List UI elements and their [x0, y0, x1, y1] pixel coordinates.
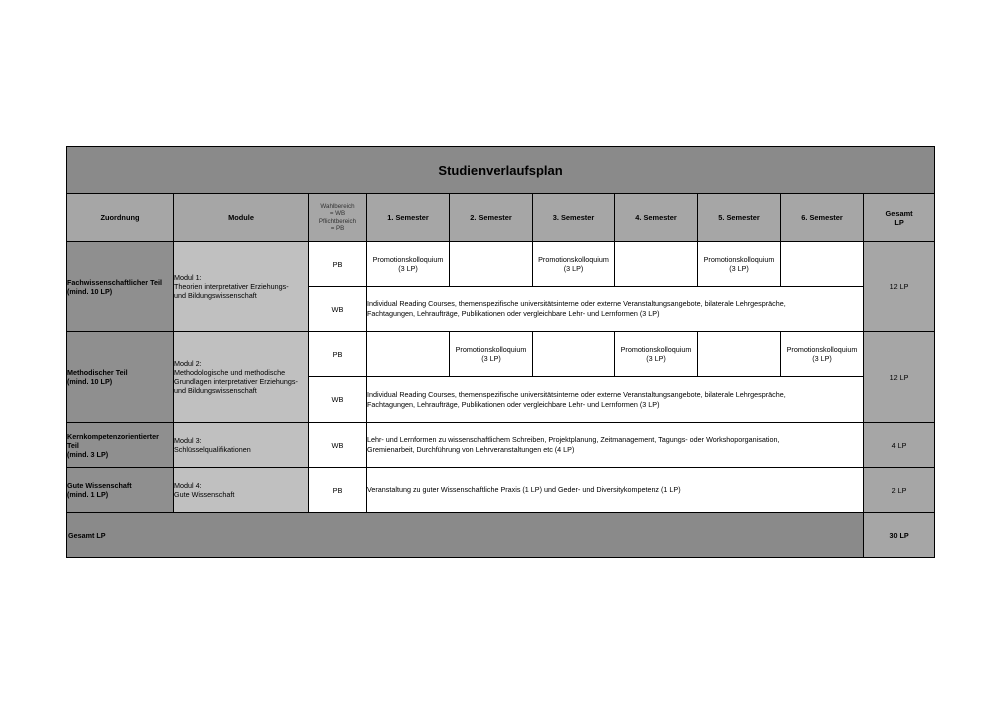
kolloquium-sem2: Promotionskolloquium (3 LP)	[450, 332, 533, 377]
empty-sem6	[781, 242, 864, 287]
code-wb: WB	[309, 377, 367, 423]
empty-sem3	[533, 332, 615, 377]
text-gute: Veranstaltung zu guter Wissenschaftliche Praxis (1 LP) und Geder- und Diversitykompetenz (1 LP)	[367, 468, 864, 513]
kolloquium-sem5: Promotionskolloquium (3 LP)	[698, 242, 781, 287]
modul-3: Modul 3: Schlüsselqualifikationen	[174, 423, 309, 468]
total-gute: 2 LP	[864, 468, 935, 513]
header-sem3: 3. Semester	[533, 194, 615, 242]
wb-text-method: Individual Reading Courses, themenspezifische universitätsinterne oder externe Veranstaltungsangebote, bilaterale Lehrgespräche, Fachtagungen, Lehraufträge, Publikationen oder vergleichbare Lehr- und Lernformen (3 LP)	[367, 377, 864, 423]
page-title: Studienverlaufsplan	[67, 147, 935, 194]
zuordnung-gute: Gute Wissenschaft (mind. 1 LP)	[67, 468, 174, 513]
zuordnung-fach: Fachwissenschaftlicher Teil (mind. 10 LP)	[67, 242, 174, 332]
header-module: Module	[174, 194, 309, 242]
header-sem1: 1. Semester	[367, 194, 450, 242]
modul-2: Modul 2: Methodologische und methodische Grundlagen interpretativer Erziehungs- und Bildungswissenschaft	[174, 332, 309, 423]
header-gesamt: Gesamt LP	[864, 194, 935, 242]
header-wahl-pflicht: Wahlbereich = WB Pflichtbereich = PB	[309, 194, 367, 242]
code-pb: PB	[309, 468, 367, 513]
total-fach: 12 LP	[864, 242, 935, 332]
text-kern: Lehr- und Lernformen zu wissenschaftlichem Schreiben, Projektplanung, Zeitmanagement, Tagungs- oder Workshoporganisation, Gremienarbeit, Durchführung von Lehrveranstaltungen etc (4 LP)	[367, 423, 864, 468]
modul-4: Modul 4: Gute Wissenschaft	[174, 468, 309, 513]
code-wb: WB	[309, 423, 367, 468]
kolloquium-sem1: Promotionskolloquium (3 LP)	[367, 242, 450, 287]
footer-label: Gesamt LP	[67, 513, 864, 558]
total-method: 12 LP	[864, 332, 935, 423]
zuordnung-kern: Kernkompetenzorientierter Teil (mind. 3 LP)	[67, 423, 174, 468]
empty-sem2	[450, 242, 533, 287]
header-zuordnung: Zuordnung	[67, 194, 174, 242]
code-wb: WB	[309, 287, 367, 332]
code-pb: PB	[309, 332, 367, 377]
header-sem4: 4. Semester	[615, 194, 698, 242]
code-pb: PB	[309, 242, 367, 287]
wb-text-fach: Individual Reading Courses, themenspezifische universitätsinterne oder externe Veranstaltungsangebote, bilaterale Lehrgespräche, Fachtagungen, Lehraufträge, Publikationen oder vergleichbare Lehr- und Lernformen (3 LP)	[367, 287, 864, 332]
footer-total: 30 LP	[864, 513, 935, 558]
kolloquium-sem6: Promotionskolloquium (3 LP)	[781, 332, 864, 377]
header-sem2: 2. Semester	[450, 194, 533, 242]
study-plan-table	[66, 146, 935, 558]
total-kern: 4 LP	[864, 423, 935, 468]
header-sem6: 6. Semester	[781, 194, 864, 242]
kolloquium-sem4: Promotionskolloquium (3 LP)	[615, 332, 698, 377]
modul-1: Modul 1: Theorien interpretativer Erziehungs- und Bildungswissenschaft	[174, 242, 309, 332]
kolloquium-sem3: Promotionskolloquium (3 LP)	[533, 242, 615, 287]
zuordnung-method: Methodischer Teil (mind. 10 LP)	[67, 332, 174, 423]
header-sem5: 5. Semester	[698, 194, 781, 242]
empty-sem4	[615, 242, 698, 287]
empty-sem5	[698, 332, 781, 377]
empty-sem1	[367, 332, 450, 377]
